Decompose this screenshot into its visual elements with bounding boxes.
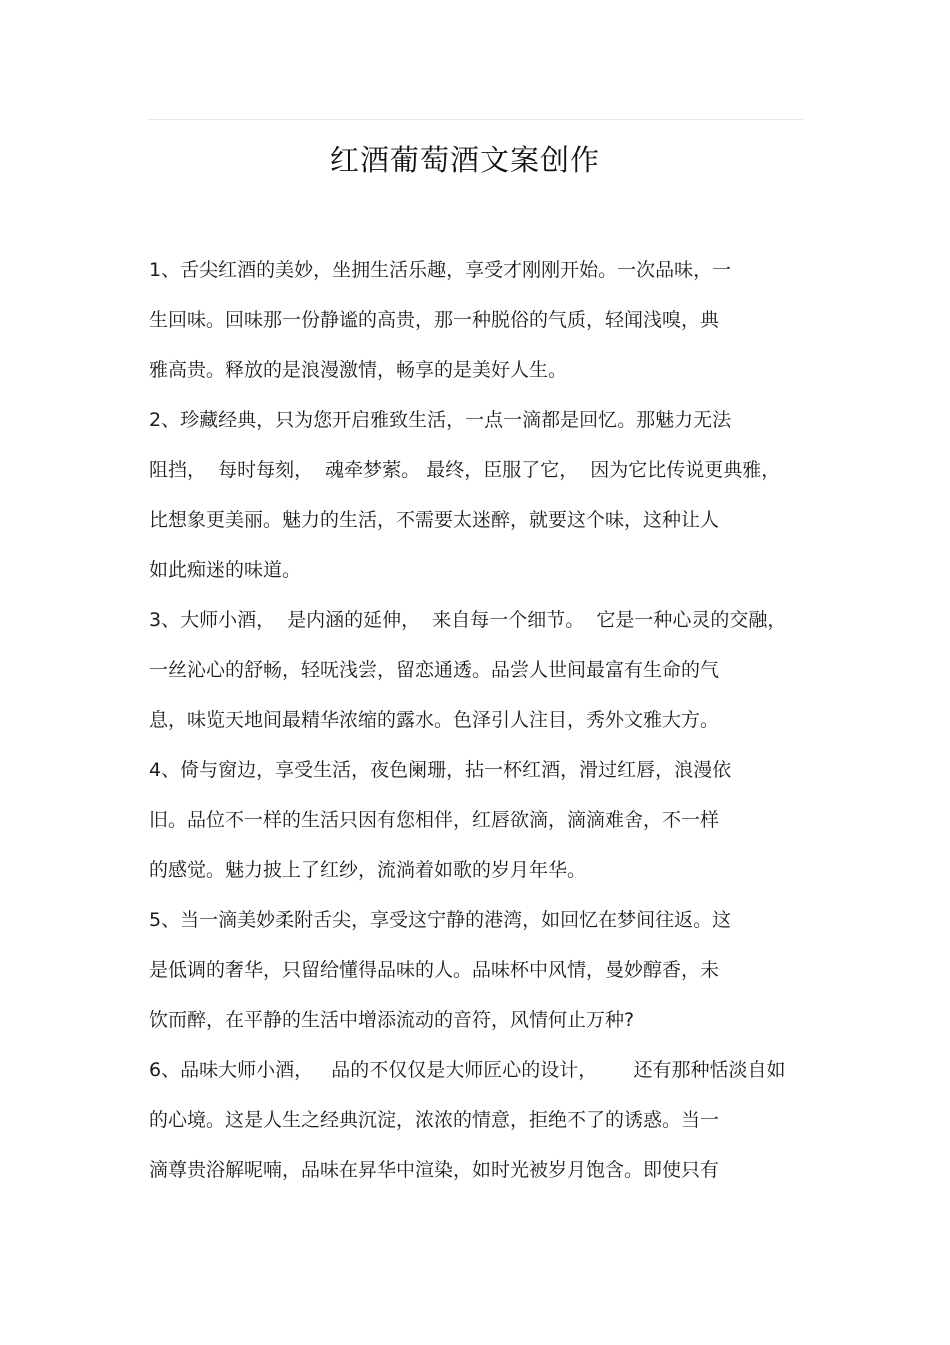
text-line: 如此痴迷的味道。 [149,559,302,581]
text-line: 滴尊贵浴解呢喃，品味在昇华中渲染，如时光被岁月饱含。即使只有 [149,1159,720,1181]
text-line: 旧。品位不一样的生活只因有您相伴，红唇欲滴，滴滴难舍，不一样 [149,809,720,831]
text-line: 的感觉。魅力披上了红纱，流淌着如歌的岁月年华。 [149,859,587,881]
text-line: 5、当一滴美妙柔附舌尖，享受这宁静的港湾，如回忆在梦间往返。这 [149,909,732,931]
text-line: 息，味览天地间最精华浓缩的露水。色泽引人注目，秀外文雅大方。 [149,709,720,731]
text-line: 2、珍藏经典，只为您开启雅致生活，一点一滴都是回忆。那魅力无法 [149,409,732,431]
text-line: 6、品味大师小酒， 品的不仅仅是大师匠心的设计， 还有那种恬淡自如 [149,1059,786,1081]
text-line: 饮而醉，在平静的生活中增添流动的音符，风情何止万种? [149,1009,635,1031]
text-line: 3、大师小酒， 是内涵的延伸， 来自每一个细节。 它是一种心灵的交融， [149,609,787,631]
document-title: 红酒葡萄酒文案创作 [329,143,600,177]
text-line: 比想象更美丽。魅力的生活，不需要太迷醉，就要这个味，这种让人 [149,509,720,531]
text-line: 1、舌尖红酒的美妙，坐拥生活乐趣，享受才刚刚开始。一次品味，一 [149,259,732,281]
document-body [149,254,809,1204]
text-line: 雅高贵。释放的是浪漫激情，畅享的是美好人生。 [149,359,568,381]
text-line: 4、倚与窗边，享受生活，夜色阑珊，拈一杯红酒，滑过红唇，浪漫依 [149,759,732,781]
text-line: 阻挡， 每时每刻， 魂牵梦萦。 最终，臣服了它， 因为它比传说更典雅， [149,459,781,481]
text-line: 的心境。这是人生之经典沉淀，浓浓的情意，拒绝不了的诱惑。当一 [149,1109,720,1131]
text-line: 一丝沁心的舒畅，轻呒浅尝，留恋通透。品尝人世间最富有生命的气 [149,659,720,681]
text-line: 是低调的奢华，只留给懂得品味的人。品味杯中风情，曼妙醇香，未 [149,959,720,981]
text-line: 生回味。回味那一份静谧的高贵，那一种脱俗的气质，轻闻浅嗅，典 [149,309,720,331]
header-divider [148,119,803,120]
